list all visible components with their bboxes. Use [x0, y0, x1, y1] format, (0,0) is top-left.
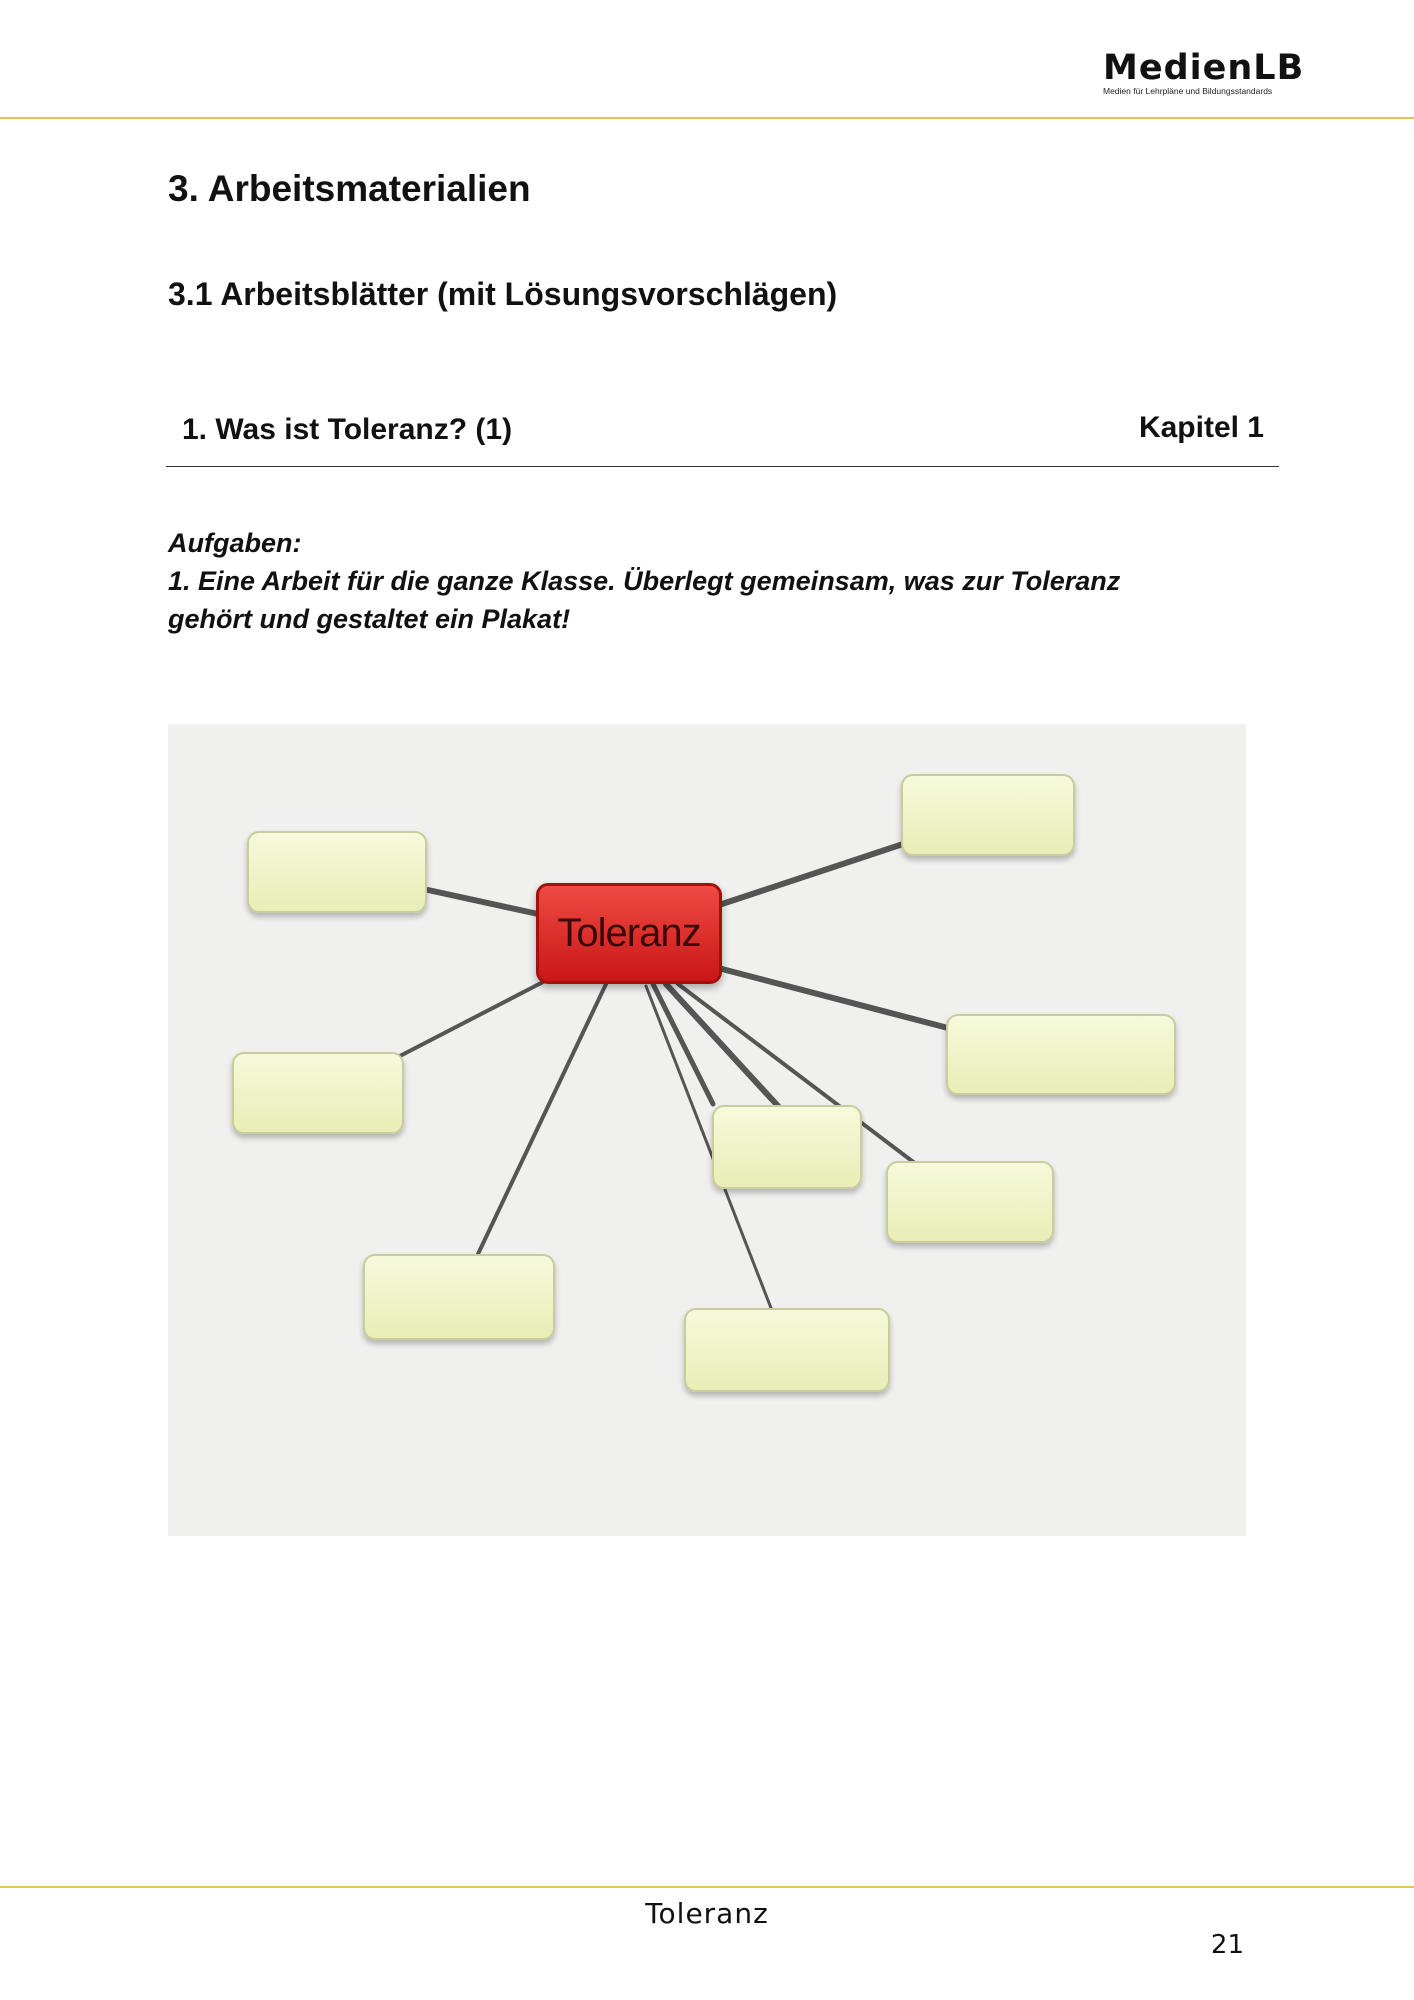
- mindmap-center-node: [536, 883, 722, 984]
- connector-bottom-left: [478, 984, 606, 1254]
- mindmap-node-7: [363, 1254, 555, 1340]
- mindmap-node-4: [232, 1052, 404, 1134]
- mindmap-node-8: [684, 1308, 890, 1392]
- mindmap-node-5: [712, 1105, 862, 1189]
- task-line-2: gehört und gestaltet ein Plakat!: [168, 604, 571, 634]
- logo-name: MedienLB: [1103, 48, 1305, 88]
- mindmap-node-6: [886, 1161, 1054, 1243]
- footer-title: Toleranz: [645, 1897, 769, 1930]
- mindmap-center-label: Toleranz: [557, 911, 701, 955]
- mindmap-node-2: [901, 774, 1075, 856]
- section-title: 3. Arbeitsmaterialien: [168, 168, 531, 209]
- worksheet-rule: [166, 466, 1279, 467]
- connector-top-left: [428, 890, 538, 914]
- page-number: 21: [1210, 1930, 1244, 1960]
- chapter-label: Kapitel 1: [1138, 411, 1264, 444]
- mindmap-node-3: [946, 1014, 1176, 1095]
- connector-top-right: [722, 844, 903, 904]
- mindmap-node-1: [247, 831, 427, 913]
- connector-left: [398, 982, 543, 1057]
- section-subtitle: 3.1 Arbeitsblätter (mit Lösungsvorschlägen): [168, 276, 838, 312]
- logo-tagline: Medien für Lehrpläne und Bildungsstandards: [1103, 86, 1273, 96]
- mindmap-image: [168, 724, 1246, 1536]
- header-rule: [0, 117, 1414, 119]
- task-block: [168, 524, 1218, 638]
- task-heading: Aufgaben:: [168, 528, 302, 558]
- task-line-1: 1. Eine Arbeit für die ganze Klasse. Überlegt gemeinsam, was zur Toleranz: [168, 566, 1121, 596]
- medienlb-logo: [1103, 48, 1305, 96]
- worksheet-title: 1. Was ist Toleranz? (1): [182, 413, 513, 446]
- connector-right: [722, 969, 948, 1028]
- footer-rule: [0, 1886, 1414, 1888]
